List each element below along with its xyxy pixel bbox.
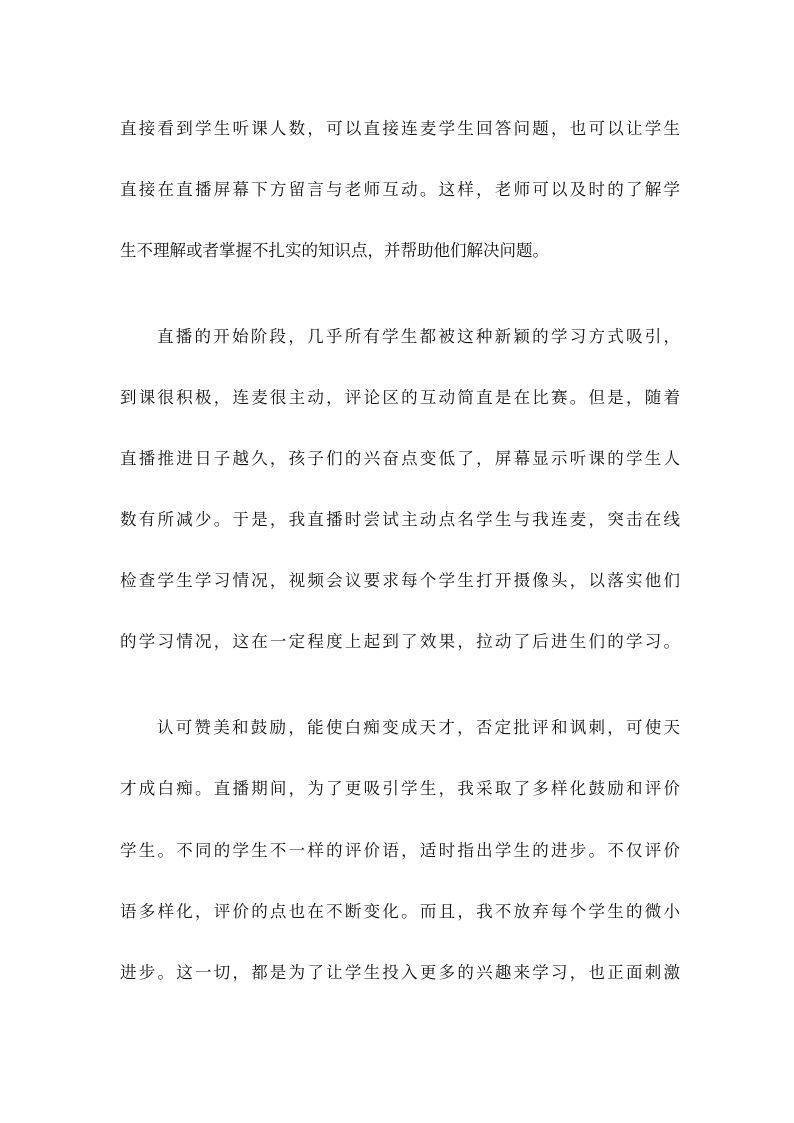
text-line: 才成白痴。直播期间，为了更吸引学生，我采取了多样化鼓励和评价	[120, 779, 680, 798]
text-line: 语多样化，评价的点也在不断变化。而且，我不放弃每个学生的微小	[120, 902, 680, 921]
text-line: 的学习情况，这在一定程度上起到了效果，拉动了后进生们的学习。	[120, 632, 680, 651]
text-line: 直播的开始阶段，几乎所有学生都被这种新颖的学习方式吸引，	[157, 327, 680, 346]
text-line: 认可赞美和鼓励，能使白痴变成天才，否定批评和讽刺，可使天	[157, 718, 680, 737]
text-line: 直接看到学生听课人数，可以直接连麦学生回答问题，也可以让学生	[120, 119, 680, 138]
text-line: 直播推进日子越久，孩子们的兴奋点变低了，屏幕显示听课的学生人	[120, 449, 680, 468]
text-line: 到课很积极，连麦很主动，评论区的互动简直是在比赛。但是，随着	[120, 388, 680, 407]
text-line: 生不理解或者掌握不扎实的知识点，并帮助他们解决问题。	[120, 241, 549, 260]
text-line: 数有所减少。于是，我直播时尝试主动点名学生与我连麦，突击在线	[120, 510, 680, 529]
text-line: 学生。不同的学生不一样的评价语，适时指出学生的进步。不仅评价	[120, 841, 680, 860]
text-line: 进步。这一切，都是为了让学生投入更多的兴趣来学习，也正面刺激	[120, 963, 680, 982]
text-line: 直接在直播屏幕下方留言与老师互动。这样，老师可以及时的了解学	[120, 180, 680, 199]
text-line: 检查学生学习情况，视频会议要求每个学生打开摄像头，以落实他们	[120, 571, 680, 590]
